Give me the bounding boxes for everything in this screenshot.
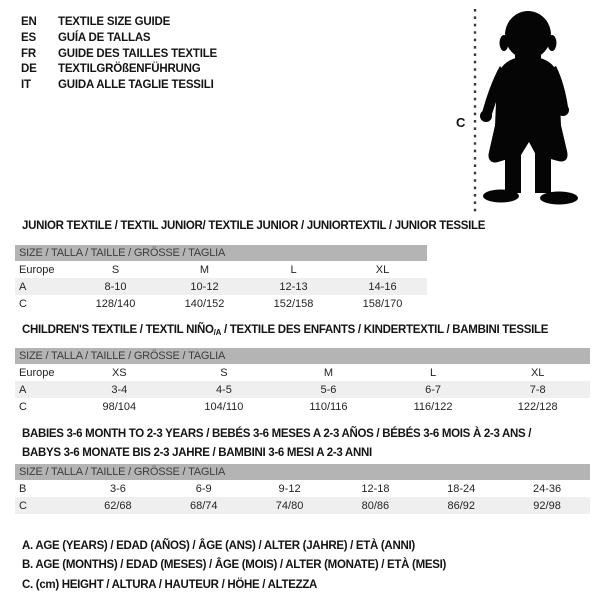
lang-row-es <box>21 31 217 47</box>
measure-label-c: C <box>456 115 466 130</box>
lang-row-en <box>21 15 217 31</box>
row-label: C <box>19 400 27 413</box>
table-row <box>15 480 590 497</box>
age-cell: 8-10 <box>104 280 127 293</box>
babies-title-line-2: BABYS 3-6 MONATE BIS 2-3 JAHRE / BAMBINI 3-6 MESI A 2-3 ANNI <box>22 447 372 459</box>
junior-section-title: JUNIOR TEXTILE / TEXTIL JUNIOR/ TEXTILE JUNIOR / JUNIORTEXTIL / JUNIOR TESSILE <box>22 220 486 232</box>
lang-row-fr <box>21 47 217 63</box>
lang-code: FR <box>21 47 36 60</box>
childrens-section-title <box>22 324 548 337</box>
lang-label: TEXTILE SIZE GUIDE <box>58 16 171 28</box>
table-row <box>15 278 427 295</box>
height-cell: 152/158 <box>273 297 314 310</box>
age-cell: 9-12 <box>278 482 301 495</box>
childrens-size-table <box>15 348 590 415</box>
title-part: / TEXTILE DES ENFANTS / KINDERTEXTIL / BAMBINI TESSILE <box>221 324 549 336</box>
age-cell: 14-16 <box>368 280 397 293</box>
row-label: A <box>19 383 27 396</box>
lang-label: GUIDA ALLE TAGLIE TESSILI <box>58 79 214 92</box>
height-cell: 116/122 <box>413 400 453 413</box>
table-row <box>15 364 590 381</box>
size-cell: XL <box>530 366 545 379</box>
row-label: C <box>19 297 27 310</box>
baby-figure-illustration <box>455 6 600 216</box>
row-label: Europe <box>19 366 55 379</box>
size-cell: L <box>290 263 297 276</box>
age-cell: 12-13 <box>279 280 308 293</box>
lang-code: DE <box>21 63 37 76</box>
size-cell: XS <box>111 366 127 379</box>
height-cell: 110/116 <box>309 400 348 413</box>
age-cell: 4-5 <box>215 383 232 396</box>
table-row <box>15 398 590 415</box>
table-header-bar: SIZE / TALLA / TAILLE / GRÖSSE / TAGLIA <box>15 245 427 261</box>
babies-title-line-1: BABIES 3-6 MONTH TO 2-3 YEARS / BEBÉS 3-6 MESES A 2-3 AÑOS / BÉBÉS 3-6 MOIS À 2-3 ANS / <box>22 428 532 440</box>
table-row <box>15 497 590 514</box>
baby-silhouette-svg <box>455 6 600 216</box>
row-label: Europe <box>19 263 55 276</box>
age-cell: 10-12 <box>190 280 219 293</box>
lang-row-de <box>21 62 217 78</box>
junior-size-table <box>15 245 427 312</box>
baby-silhouette <box>480 11 578 205</box>
lang-code: IT <box>21 79 31 92</box>
height-cell: 128/140 <box>95 297 136 310</box>
height-cell: 62/68 <box>104 499 132 512</box>
size-cell: S <box>220 366 228 379</box>
size-cell: XL <box>375 263 390 276</box>
height-cell: 80/86 <box>361 499 390 512</box>
lang-row-it <box>21 78 217 94</box>
legend-line-a: A. AGE (YEARS) / EDAD (AÑOS) / ÂGE (ANS) / ALTER (JAHRE) / ETÀ (ANNI) <box>22 540 415 552</box>
row-label: C <box>19 499 27 512</box>
table-row <box>15 381 590 398</box>
table-header-bar: SIZE / TALLA / TAILLE / GRÖSSE / TAGLIA <box>15 464 590 480</box>
age-cell: 3-4 <box>111 383 128 396</box>
size-cell: M <box>199 263 210 276</box>
lang-code: ES <box>21 31 36 44</box>
legend-line-c: C. (cm) HEIGHT / ALTURA / HAUTEUR / HÖHE / ALTEZZA <box>22 578 318 591</box>
measurement-legend <box>22 537 446 595</box>
height-cell: 158/170 <box>362 297 403 310</box>
age-cell: 6-7 <box>425 383 442 396</box>
age-cell: 7-8 <box>529 383 546 396</box>
row-label: B <box>19 482 27 495</box>
age-cell: 18-24 <box>447 482 476 495</box>
row-label: A <box>19 280 27 293</box>
size-cell: S <box>111 263 120 276</box>
lang-label: TEXTILGRÖßENFÜHRUNG <box>58 63 201 76</box>
height-cell: 68/74 <box>189 499 218 512</box>
table-header-bar: SIZE / TALLA / TAILLE / GRÖSSE / TAGLIA <box>15 348 590 364</box>
height-cell: 98/104 <box>102 400 137 413</box>
lang-code: EN <box>21 16 37 28</box>
legend-line-b: B. AGE (MONTHS) / EDAD (MESES) / ÂGE (MOIS) / ALTER (MONATE) / ETÀ (MESI) <box>22 559 447 572</box>
height-cell: 74/80 <box>275 499 304 512</box>
table-row <box>15 295 427 312</box>
size-cell: M <box>323 366 334 379</box>
height-cell: 104/110 <box>204 400 244 413</box>
table-row <box>15 261 427 278</box>
height-cell: 122/128 <box>517 400 558 413</box>
babies-size-table <box>15 464 590 514</box>
age-cell: 12-18 <box>361 482 390 495</box>
language-guide-heading <box>21 15 217 94</box>
title-part: CHILDREN'S TEXTILE / TEXTIL NIÑO <box>22 324 214 336</box>
age-cell: 6-9 <box>195 482 212 495</box>
lang-label: GUIDE DES TAILLES TEXTILE <box>58 47 217 60</box>
babies-section-title <box>22 425 531 463</box>
height-cell: 140/152 <box>184 297 225 310</box>
size-cell: L <box>430 366 437 379</box>
age-cell: 3-6 <box>109 482 126 495</box>
lang-label: GUÍA DE TALLAS <box>58 31 151 44</box>
height-cell: 92/98 <box>533 499 561 512</box>
height-cell: 86/92 <box>447 499 475 512</box>
age-cell: 5-6 <box>320 383 337 396</box>
title-subscript: /A <box>213 328 222 337</box>
age-cell: 24-36 <box>533 482 562 495</box>
